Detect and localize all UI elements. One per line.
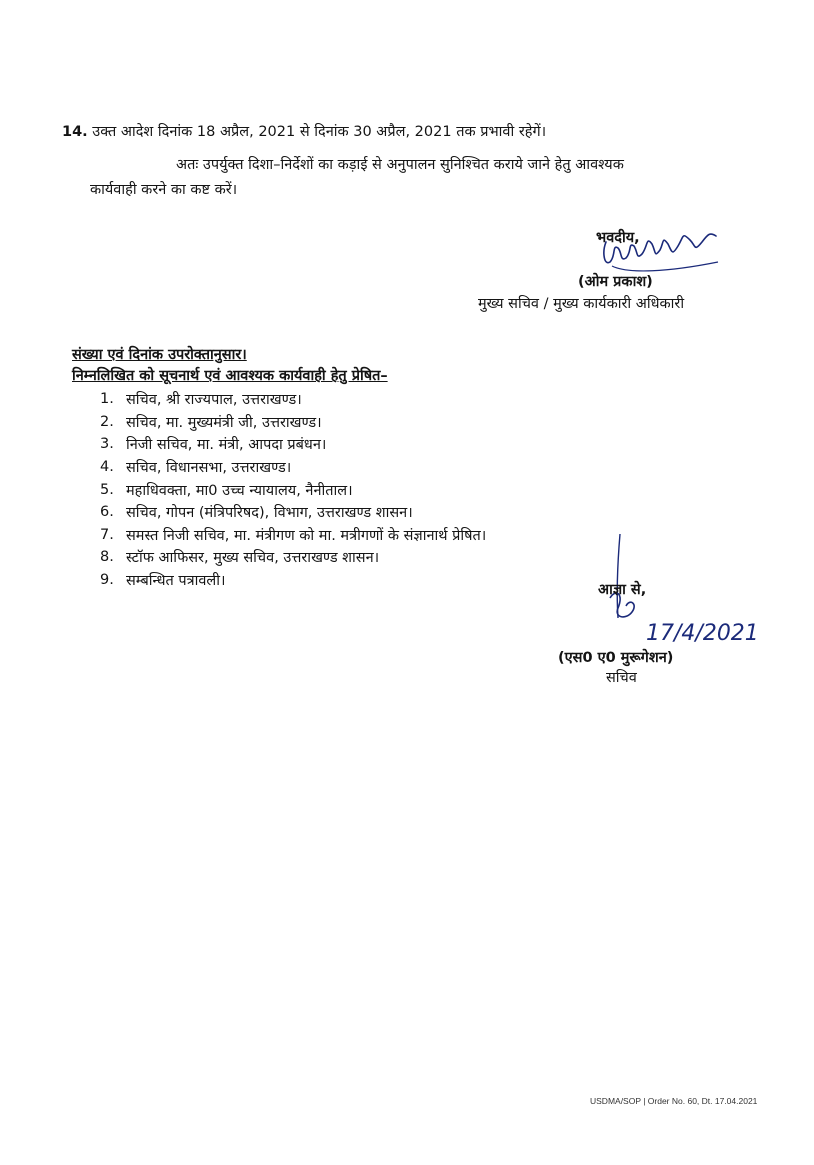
footer-reference: USDMA/SOP | Order No. 60, Dt. 17.04.2021: [590, 1096, 758, 1106]
signatory-2-name: (एस0 ए0 मुरूगेशन): [558, 650, 674, 666]
by-order: आज्ञा से,: [598, 582, 647, 598]
distribution-list: [100, 388, 486, 591]
list-item: 2. सचिव, मा. मुख्यमंत्री जी, उत्तराखण्ड।: [100, 413, 322, 431]
item-14-text: उक्त आदेश दिनांक 18 अप्रैल, 2021 से दिनांक 30 अप्रैल, 2021 तक प्रभावी रहेगें।: [92, 124, 547, 140]
list-item: 9. सम्बन्धित पत्रावली।: [100, 572, 226, 590]
item-14-number: 14.: [62, 124, 88, 140]
item-14: [62, 122, 546, 142]
list-item: 3. निजी सचिव, मा. मंत्री, आपदा प्रबंधन।: [100, 436, 327, 454]
handwritten-signature-2: [560, 528, 759, 648]
list-item: 7. समस्त निजी सचिव, मा. मंत्रीगण को मा. मत्रीगणों के संज्ञानार्थ प्रेषित।: [100, 526, 487, 544]
list-item: 1. सचिव, श्री राज्यपाल, उत्तराखण्ड।: [100, 391, 302, 409]
closing-line-1: अतः उपर्युक्त दिशा–निर्देशों का कड़ाई से अनुपालन सुनिश्चित कराये जाने हेतु आवश्यक: [176, 157, 624, 173]
reference-heading: संख्या एवं दिनांक उपरोक्तानुसार।: [72, 347, 247, 363]
closing-line-2: कार्यवाही करने का कष्ट करें।: [90, 182, 238, 198]
list-item: 4. सचिव, विधानसभा, उत्तराखण्ड।: [100, 459, 292, 477]
handwritten-date: 17/4/2021: [646, 621, 759, 646]
distribution-heading: निम्नलिखित को सूचनार्थ एवं आवश्यक कार्यवाही हेतु प्रेषित–: [72, 368, 388, 384]
salutation: भवदीय,: [596, 230, 640, 246]
list-item: 5. महाधिवक्ता, मा0 उच्च न्यायालय, नैनीताल।: [100, 481, 353, 499]
list-item: 6. सचिव, गोपन (मंत्रिपरिषद), विभाग, उत्तराखण्ड शासन।: [100, 504, 413, 522]
signatory-1-designation: मुख्य सचिव / मुख्य कार्यकारी अधिकारी: [478, 296, 685, 312]
signatory-2-designation: सचिव: [606, 670, 637, 686]
signatory-1-name: (ओम प्रकाश): [578, 274, 653, 290]
list-item: 8. स्टॉफ आफिसर, मुख्य सचिव, उत्तराखण्ड शासन।: [100, 549, 380, 567]
